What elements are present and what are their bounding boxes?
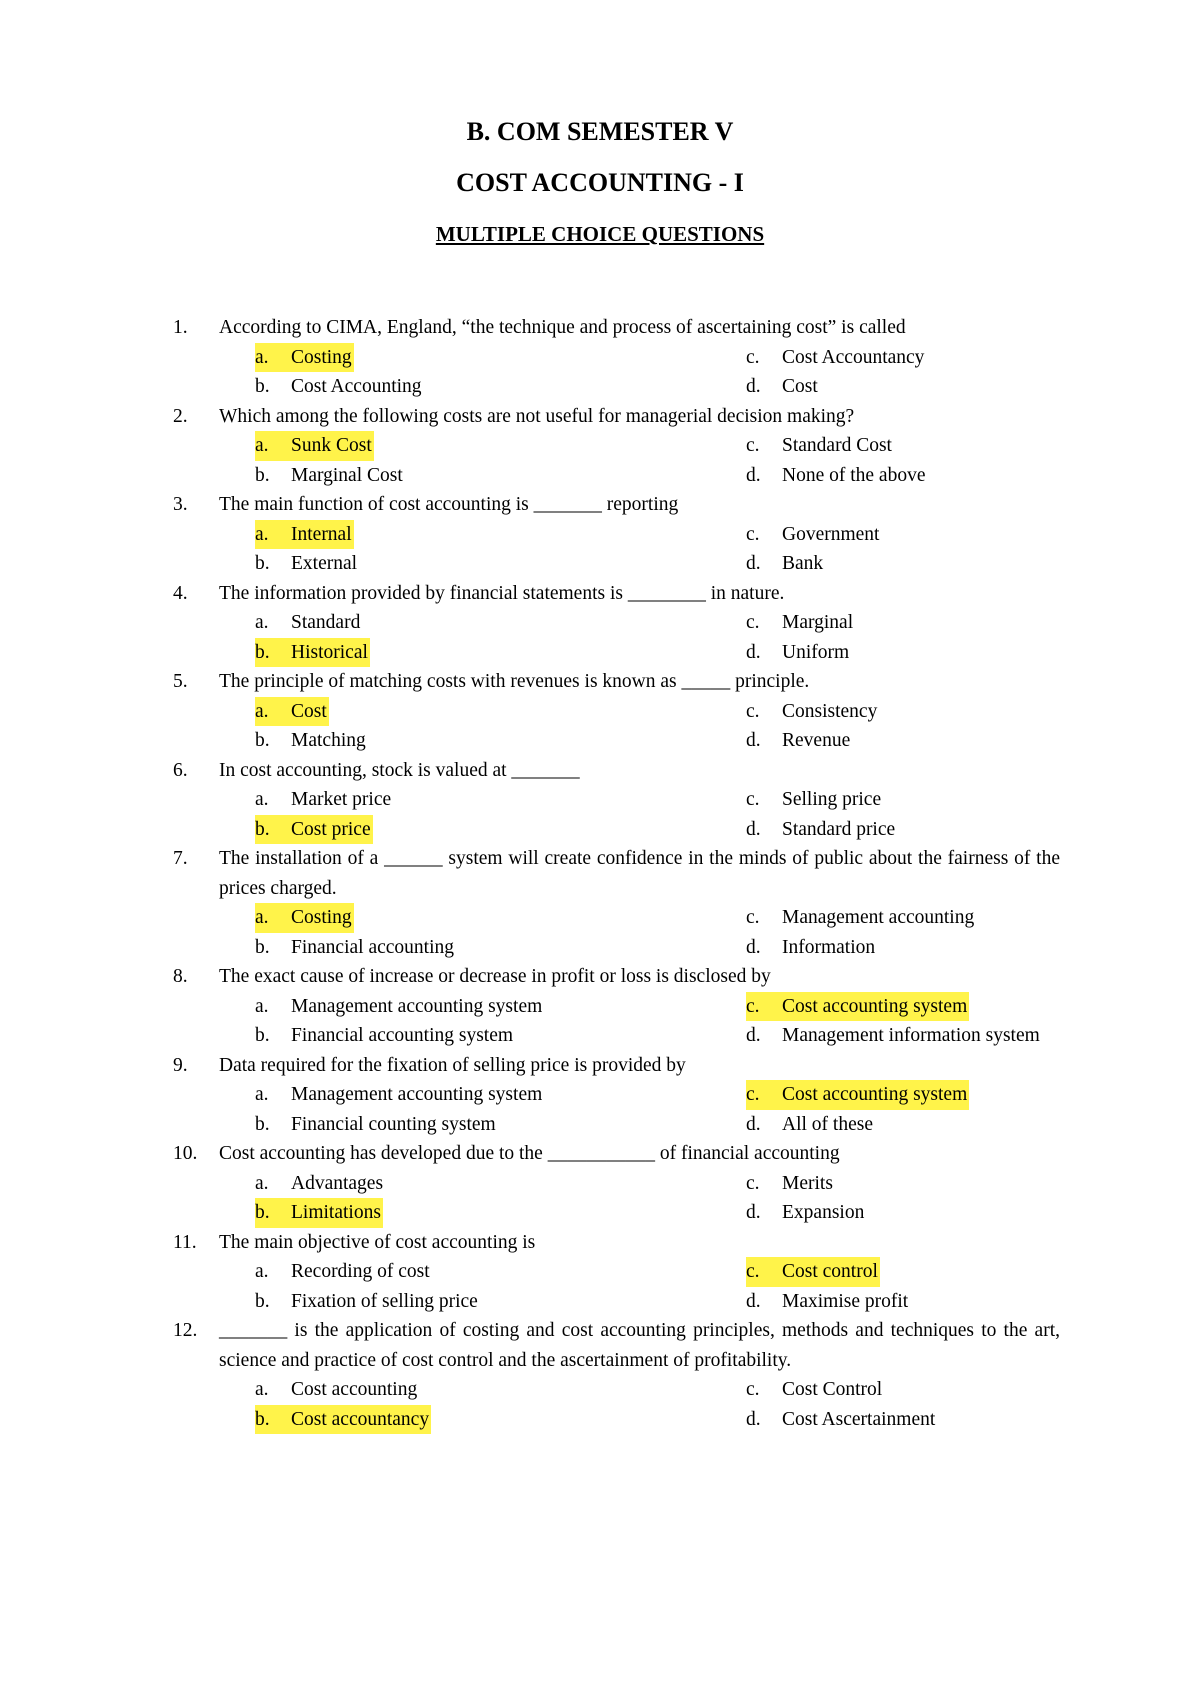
question-7 [173, 844, 1060, 962]
option-d: d. Expansion [746, 1202, 865, 1223]
question-1 [173, 313, 1060, 402]
option-a: a. Sunk Cost [255, 431, 374, 461]
question-number: 4. [173, 582, 188, 604]
question-number: 1. [173, 317, 188, 338]
question-number: 6. [173, 759, 188, 781]
question-12 [173, 1316, 1060, 1434]
question-text: The installation of a ______ system will create confidence in the minds of public about the fairness of the prices charged. [219, 848, 1060, 899]
option-c: c. Government [746, 523, 880, 545]
question-text: The principle of matching costs with revenues is known as _____ principle. [219, 671, 810, 692]
option-a: a. Management accounting system [255, 995, 543, 1017]
option-c: c. Merits [746, 1172, 833, 1194]
option-b: b. Financial accounting system [255, 1025, 514, 1046]
option-b: b. Cost Accounting [255, 376, 422, 397]
option-d: d. Revenue [746, 730, 851, 751]
question-8 [173, 962, 1060, 1051]
option-a: a. Standard [255, 612, 361, 633]
question-5 [173, 667, 1060, 756]
question-number: 8. [173, 966, 188, 987]
question-text: According to CIMA, England, “the technique and process of ascertaining cost” is called [219, 317, 906, 338]
option-b: b. Cost accountancy [255, 1405, 431, 1435]
question-number: 5. [173, 671, 188, 692]
option-b: b. Matching [255, 730, 366, 751]
question-text: Cost accounting has developed due to the ___________ of financial accounting [219, 1143, 840, 1164]
option-a: a. Management accounting system [255, 1084, 543, 1105]
option-b: b. Financial counting system [255, 1113, 496, 1135]
section-heading: MULTIPLE CHOICE QUESTIONS [435, 222, 765, 246]
option-c: c. Selling price [746, 789, 882, 810]
option-c: c. Consistency [746, 700, 878, 722]
question-list [173, 313, 1060, 1434]
question-text: The information provided by financial statements is ________ in nature. [219, 582, 785, 604]
question-text: The exact cause of increase or decrease in profit or loss is disclosed by [219, 966, 771, 987]
question-2 [173, 402, 1060, 491]
option-d: d. Maximise profit [746, 1290, 909, 1312]
option-d: d. Cost [746, 376, 818, 397]
question-text: _______ is the application of costing and cost accounting principles, methods and techniques to the art, science and practice of cost control and the ascertainment of profitability. [219, 1320, 1060, 1371]
question-9 [173, 1051, 1060, 1140]
option-a: a. Advantages [255, 1172, 384, 1194]
option-b: b. Limitations [255, 1198, 383, 1228]
option-b: b. Marginal Cost [255, 464, 403, 486]
option-a: a. Cost [255, 697, 329, 727]
option-d: d. All of these [746, 1113, 873, 1135]
question-text: The main function of cost accounting is _______ reporting [219, 494, 679, 515]
question-text: Data required for the fixation of selling price is provided by [219, 1054, 686, 1076]
subject-title: COST ACCOUNTING - I [456, 168, 744, 197]
question-number: 10. [173, 1143, 198, 1164]
option-c: c. Cost accounting system [746, 992, 969, 1022]
option-d: d. Management information system [746, 1025, 1040, 1046]
option-a: a. Market price [255, 789, 392, 810]
option-c: c. Cost Control [746, 1379, 883, 1400]
option-d: d. Uniform [746, 641, 850, 663]
option-c: c. Standard Cost [746, 435, 892, 456]
question-text: The main objective of cost accounting is [219, 1231, 536, 1253]
option-d: d. Cost Ascertainment [746, 1408, 936, 1430]
option-c: c. Cost Accountancy [746, 346, 925, 368]
question-4 [173, 579, 1060, 668]
option-d: d. Information [746, 936, 876, 958]
option-a: a. Costing [255, 903, 354, 933]
option-b: b. Cost price [255, 815, 373, 845]
option-a: a. Recording of cost [255, 1261, 430, 1282]
question-number: 7. [173, 848, 188, 869]
option-c: c. Marginal [746, 612, 854, 633]
option-b: b. Historical [255, 638, 370, 668]
option-b: b. Financial accounting [255, 936, 454, 958]
option-a: a. Internal [255, 520, 354, 550]
option-c: c. Management accounting [746, 907, 975, 928]
option-d: d. Bank [746, 553, 824, 574]
question-10 [173, 1139, 1060, 1228]
course-title: B. COM SEMESTER V [466, 117, 734, 146]
option-b: b. Fixation of selling price [255, 1290, 478, 1312]
question-3 [173, 490, 1060, 579]
option-c: c. Cost control [746, 1257, 880, 1287]
question-number: 11. [173, 1231, 197, 1253]
question-6 [173, 756, 1060, 845]
question-text: In cost accounting, stock is valued at _______ [219, 759, 580, 781]
question-number: 2. [173, 405, 188, 427]
question-11 [173, 1228, 1060, 1317]
question-text: Which among the following costs are not useful for managerial decision making? [219, 405, 855, 427]
option-b: b. External [255, 553, 358, 574]
option-c: c. Cost accounting system [746, 1080, 969, 1110]
option-a: a. Costing [255, 343, 354, 373]
question-number: 3. [173, 494, 188, 515]
option-d: d. None of the above [746, 464, 926, 486]
option-d: d. Standard price [746, 818, 896, 840]
option-a: a. Cost accounting [255, 1379, 418, 1400]
question-number: 9. [173, 1054, 188, 1076]
question-number: 12. [173, 1320, 198, 1341]
